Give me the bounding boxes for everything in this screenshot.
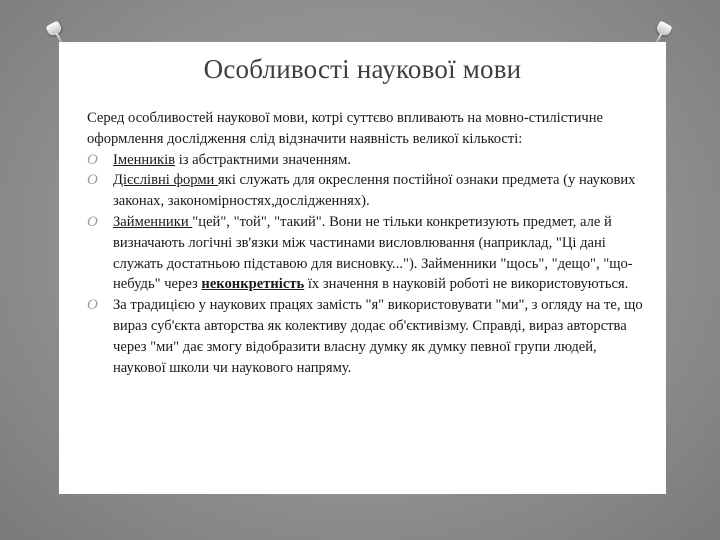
list-item-nouns <box>87 150 647 171</box>
item-text: їх значення в науковій роботі не використовуються. <box>304 276 629 293</box>
item-text: із абстрактними значенням. <box>175 151 351 168</box>
term-verb-forms: Дієслівні форми <box>113 172 219 189</box>
paper-sheet <box>59 42 666 494</box>
list-item-tradition <box>87 295 647 378</box>
item-text: "цей", "той", "такий". Вони не тільки конкретизують предмет, але й визначають логічні зв'язки між частинами висловлювання (наприклад, "Ці дані служать достатньою підставою для висновку..."). Займенники "щось", "дещо", "що-небудь" через <box>113 213 633 293</box>
term-nouns: Іменників <box>113 151 176 168</box>
bullet-icon: O <box>87 172 98 189</box>
slide-body <box>87 108 647 378</box>
intro-paragraph: Серед особливостей наукової мови, котрі суттєво впливають на мовно-стилістичне оформлення дослідження слід відзначити наявність великої кількості: <box>87 110 604 147</box>
slide-title: Особливості наукової мови <box>203 54 522 84</box>
bullet-icon: O <box>87 213 98 230</box>
bullet-icon: O <box>87 297 98 314</box>
term-pronouns: Займенники <box>113 213 193 230</box>
bullet-icon: O <box>87 151 98 168</box>
emphasis-term: неконкретність <box>201 276 305 293</box>
list-item-pronouns <box>87 212 647 295</box>
item-text: які служать для окреслення постійної ознаки предмета (у наукових законах, закономірностях,дослідженнях). <box>113 172 636 210</box>
item-text: За традицією у наукових працях замість "я" використовувати "ми", з огляду на те, що вираз суб'єкта авторства як колективу додає об'єктивізму. Справді, вираз авторства через "ми" дає змогу відобразити власну думку як думку певної групи людей, наукової школи чи наукового напряму. <box>113 297 643 376</box>
list-item-verb-forms <box>87 170 647 212</box>
